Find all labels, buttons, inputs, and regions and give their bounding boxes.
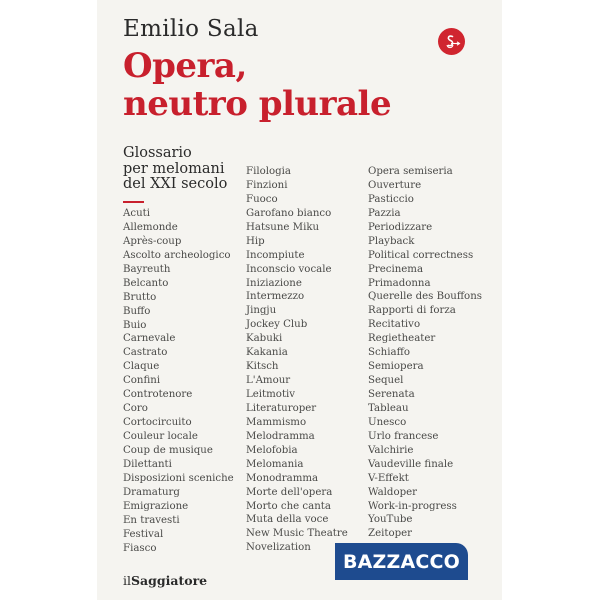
glossary-entry: Querelle des Bouffons bbox=[368, 291, 482, 303]
glossary-entry: Hip bbox=[246, 235, 265, 247]
glossary-entry: Rapporti di forza bbox=[368, 305, 456, 317]
glossary-entry: Pazzia bbox=[368, 207, 401, 219]
publisher-prefix: il bbox=[123, 573, 131, 588]
glossary-entry: Semiopera bbox=[368, 361, 424, 373]
subtitle-line-3: del XXI secolo bbox=[123, 176, 228, 192]
glossary-entry: Serenata bbox=[368, 389, 415, 400]
glossary-entry: Incompiute bbox=[246, 249, 305, 261]
glossary-entry: Pasticcio bbox=[368, 193, 414, 205]
glossary-entry: Jockey Club bbox=[246, 319, 308, 331]
glossary-entry: Cortocircuito bbox=[123, 417, 192, 429]
glossary-entry: Recitativo bbox=[368, 319, 421, 331]
glossary-entry: Opera semiseria bbox=[368, 166, 453, 177]
glossary-entry: Coup de musique bbox=[123, 444, 213, 456]
glossary-entry: Literaturoper bbox=[246, 402, 317, 414]
s-arrow-icon bbox=[442, 32, 462, 52]
glossary-entry: Garofano bianco bbox=[246, 207, 332, 219]
glossary-entry: Ascolto archeologico bbox=[123, 249, 231, 261]
glossary-entry: Belcanto bbox=[123, 277, 169, 289]
glossary-entry: Fuoco bbox=[246, 193, 278, 205]
glossary-entry: Morte dell'opera bbox=[246, 486, 333, 498]
glossary-entry: YouTube bbox=[368, 514, 413, 526]
glossary-entry: Emigrazione bbox=[123, 500, 189, 512]
glossary-column-1 bbox=[123, 207, 234, 555]
red-divider bbox=[123, 201, 144, 203]
glossary-entry: Kitsch bbox=[246, 361, 279, 373]
glossary-entry: Melodramma bbox=[246, 430, 315, 442]
glossary-entry: Waldoper bbox=[368, 486, 417, 498]
watermark-badge: BAZZACCO bbox=[335, 543, 468, 580]
glossary-entry: Valchirie bbox=[368, 444, 414, 456]
glossary-entry: Playback bbox=[368, 235, 415, 247]
glossary-entry: Monodramma bbox=[246, 472, 319, 484]
glossary-entry: Schiaffo bbox=[368, 347, 410, 359]
glossary-entry: Claque bbox=[123, 361, 160, 373]
glossary-entry: Urlo francese bbox=[368, 430, 439, 442]
glossary-entry: Controtenore bbox=[123, 389, 193, 401]
glossary-entry: Confini bbox=[123, 375, 161, 387]
publisher-main: Saggiatore bbox=[131, 573, 208, 588]
glossary-entry: Mammismo bbox=[246, 416, 307, 428]
glossary-entry: Hatsune Miku bbox=[246, 221, 320, 233]
glossary-entry: Jingju bbox=[246, 305, 277, 317]
glossary-entry: Intermezzo bbox=[246, 291, 305, 303]
glossary-entry: Unesco bbox=[368, 416, 407, 428]
glossary-entry: Festival bbox=[123, 528, 164, 540]
glossary-entry: Disposizioni sceniche bbox=[123, 472, 234, 484]
glossary-entry: Morto che canta bbox=[246, 500, 331, 512]
book-title bbox=[123, 47, 391, 123]
glossary-entry: Vaudeville finale bbox=[368, 458, 454, 470]
book-subtitle bbox=[123, 146, 227, 193]
title-line-2: neutro plurale bbox=[123, 84, 392, 124]
glossary-entry: Periodizzare bbox=[368, 221, 433, 233]
glossary-entry: Political correctness bbox=[368, 249, 474, 261]
glossary-entry: Brutto bbox=[123, 291, 157, 303]
glossary-entry: Fiasco bbox=[123, 542, 157, 554]
glossary-entry: Precinema bbox=[368, 263, 424, 275]
glossary-entry: Buio bbox=[123, 319, 147, 331]
glossary-entry: Coro bbox=[123, 403, 148, 415]
glossary-entry: Kakania bbox=[246, 347, 288, 359]
glossary-entry: V-Effekt bbox=[368, 472, 409, 484]
glossary-entry: Leitmotiv bbox=[246, 389, 296, 400]
glossary-entry: Dramaturg bbox=[123, 486, 180, 498]
glossary-entry: Iniziazione bbox=[246, 277, 302, 289]
glossary-entry: Sequel bbox=[368, 375, 404, 387]
glossary-column-2 bbox=[246, 165, 348, 555]
title-line-1: Opera, bbox=[123, 46, 247, 86]
glossary-entry: Kabuki bbox=[246, 333, 283, 345]
subtitle-line-2: per melomani bbox=[123, 160, 225, 177]
glossary-entry: Allemonde bbox=[123, 221, 178, 233]
glossary-entry: Castrato bbox=[123, 347, 168, 359]
glossary-entry: En travesti bbox=[123, 514, 180, 526]
glossary-entry: Buffo bbox=[123, 305, 151, 317]
glossary-column-3 bbox=[368, 165, 482, 541]
glossary-entry: Work-in-progress bbox=[368, 500, 457, 512]
glossary-entry: Primadonna bbox=[368, 277, 431, 289]
glossary-entry: New Music Theatre bbox=[246, 528, 348, 540]
glossary-entry: Tableau bbox=[368, 402, 409, 414]
glossary-entry: Melofobia bbox=[246, 444, 298, 456]
glossary-entry: Regietheater bbox=[368, 333, 436, 345]
glossary-entry: Filologia bbox=[246, 166, 291, 177]
glossary-entry: Inconscio vocale bbox=[246, 263, 332, 275]
author-name: Emilio Sala bbox=[123, 16, 259, 42]
book-cover bbox=[97, 0, 502, 600]
glossary-entry: Bayreuth bbox=[123, 263, 171, 275]
glossary-entry: Ouverture bbox=[368, 179, 422, 191]
glossary-entry: Zeitoper bbox=[368, 528, 413, 540]
glossary-entry: Novelization bbox=[246, 542, 311, 554]
glossary-entry: Carnevale bbox=[123, 333, 176, 345]
glossary-entry: Après-coup bbox=[123, 235, 182, 247]
subtitle-line-1: Glossario bbox=[123, 145, 192, 161]
publisher-logo-icon bbox=[438, 28, 465, 55]
glossary-entry: Couleur locale bbox=[123, 431, 198, 442]
glossary-entry: Dilettanti bbox=[123, 458, 172, 470]
glossary-entry: Finzioni bbox=[246, 179, 288, 191]
publisher-name bbox=[123, 573, 207, 588]
glossary-entry: Melomania bbox=[246, 458, 304, 470]
glossary-entry: L'Amour bbox=[246, 375, 291, 387]
glossary-entry: Acuti bbox=[123, 208, 150, 219]
glossary-entry: Muta della voce bbox=[246, 514, 329, 526]
